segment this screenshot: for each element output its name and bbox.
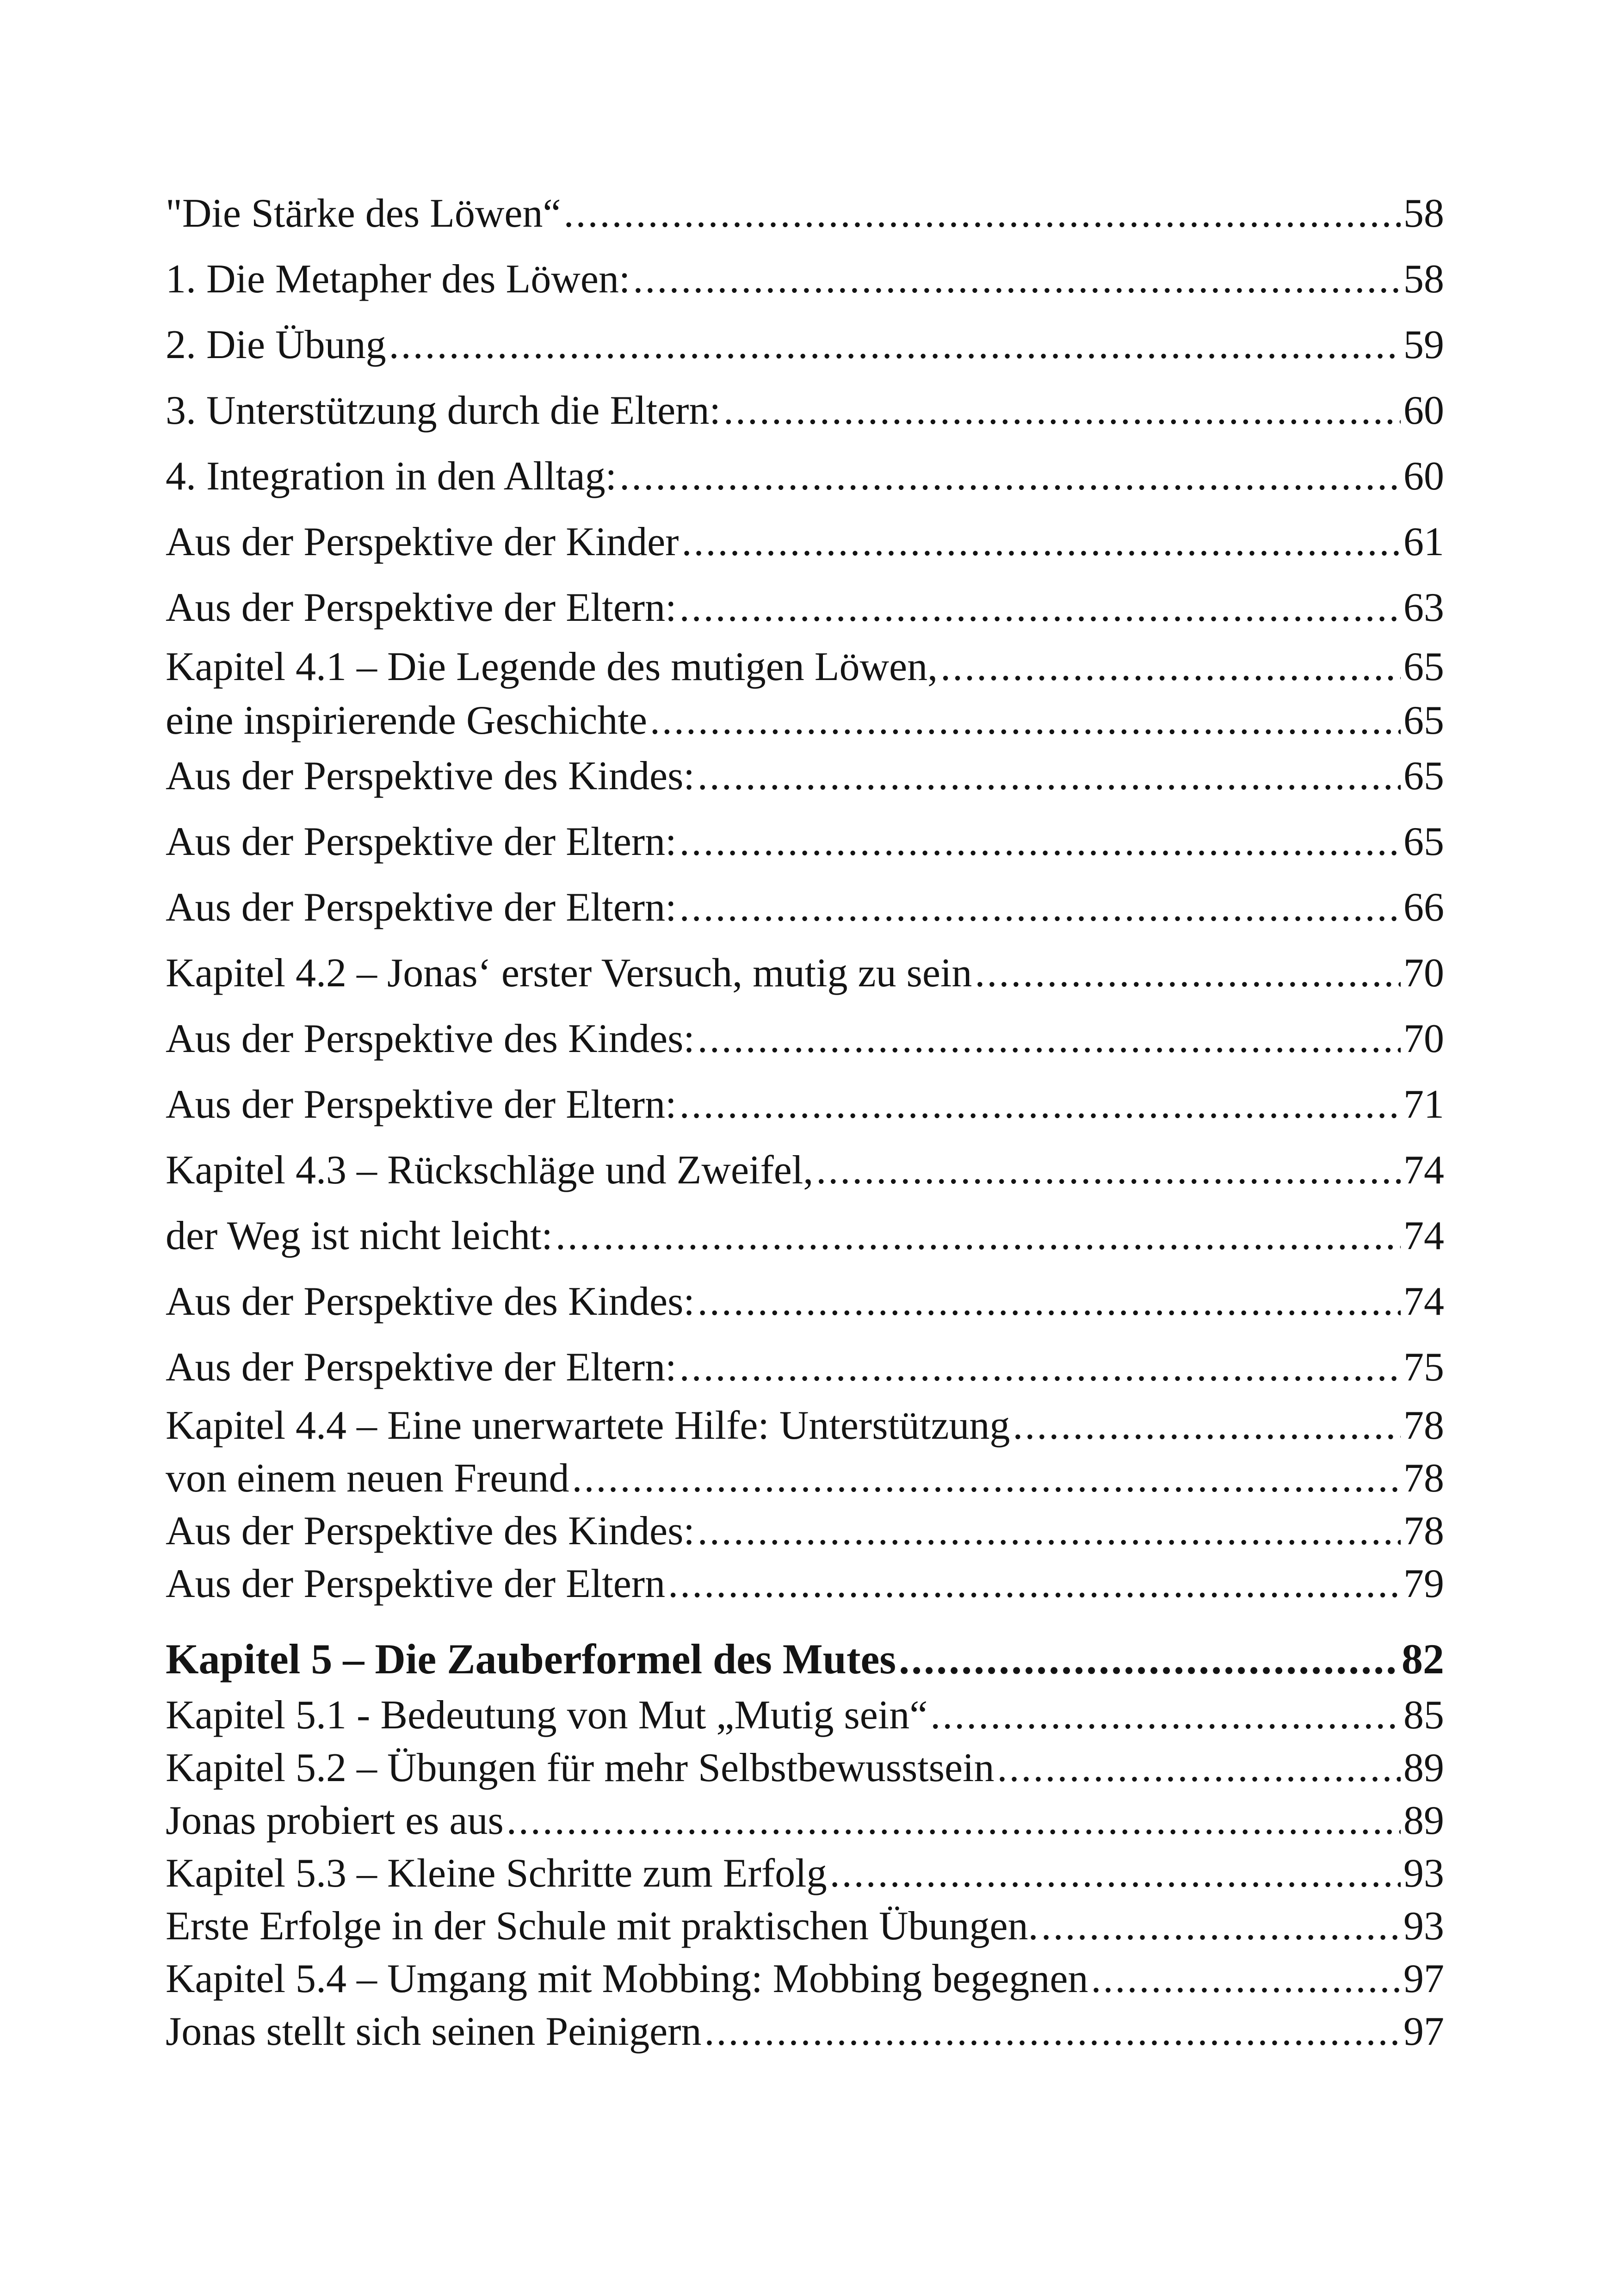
toc-entry-title: Erste Erfolge in der Schule mit praktischen Übungen. xyxy=(166,1904,1038,1949)
dot-leader xyxy=(564,193,1401,234)
toc-entry[interactable] xyxy=(166,1281,1444,1322)
toc-entry-page: 79 xyxy=(1403,1561,1444,1606)
toc-entry-page: 82 xyxy=(1402,1635,1444,1683)
toc-entry-page: 97 xyxy=(1403,1956,1444,2001)
dot-leader xyxy=(1013,1405,1401,1446)
dot-leader xyxy=(650,700,1401,741)
toc-entry-title: Aus der Perspektive der Eltern: xyxy=(166,1082,677,1127)
toc-entry-page: 60 xyxy=(1403,388,1444,433)
toc-entry-title: Jonas stellt sich seinen Peinigern xyxy=(166,2009,702,2054)
dot-leader xyxy=(940,647,1401,687)
toc-entry-page: 85 xyxy=(1403,1693,1444,1738)
dot-leader xyxy=(633,259,1401,300)
toc-entry[interactable] xyxy=(166,1853,1444,1894)
toc-entry-page: 78 xyxy=(1403,1456,1444,1501)
toc-entry[interactable] xyxy=(166,1695,1444,1736)
toc-entry-title: 3. Unterstützung durch die Eltern: xyxy=(166,388,721,433)
toc-entry[interactable] xyxy=(166,1561,1444,1606)
toc-entry-page: 89 xyxy=(1403,1798,1444,1843)
toc-entry[interactable] xyxy=(166,756,1444,797)
toc-entry[interactable] xyxy=(166,1347,1444,1388)
toc-entry-title: eine inspirierende Geschichte xyxy=(166,698,647,743)
toc-entry-page: 63 xyxy=(1403,585,1444,630)
toc-entry-page: 74 xyxy=(1403,1213,1444,1258)
toc-entry-title: "Die Stärke des Löwen“ xyxy=(166,191,561,236)
toc-entry-title: Kapitel 5 – Die Zauberformel des Mutes xyxy=(166,1635,896,1683)
toc-entry-page: 74 xyxy=(1403,1279,1444,1324)
dot-leader xyxy=(681,522,1401,563)
toc-entry[interactable] xyxy=(166,259,1444,300)
toc-entry-page: 97 xyxy=(1403,2009,1444,2054)
toc-entry-title: Kapitel 4.3 – Rückschläge und Zweifel, xyxy=(166,1148,814,1193)
toc-entry-page: 93 xyxy=(1403,1904,1444,1949)
dot-leader xyxy=(389,325,1401,365)
toc-entry-title: Kapitel 5.2 – Übungen für mehr Selbstbewusstsein xyxy=(166,1745,995,1790)
toc-entry-page: 61 xyxy=(1403,520,1444,564)
toc-entry[interactable] xyxy=(166,585,1444,630)
toc-entry-title: Kapitel 5.4 – Umgang mit Mobbing: Mobbing begegnen xyxy=(166,1956,1088,2001)
toc-entry-title: Aus der Perspektive des Kindes: xyxy=(166,1016,695,1061)
toc-entry-page: 58 xyxy=(1403,191,1444,236)
dot-leader xyxy=(556,1216,1401,1256)
toc-entry-page: 89 xyxy=(1403,1745,1444,1790)
dot-leader xyxy=(698,1511,1401,1552)
dot-leader xyxy=(704,2011,1401,2052)
toc-entry-title: Kapitel 5.1 - Bedeutung von Mut „Mutig sein“ xyxy=(166,1693,928,1738)
toc-entry[interactable] xyxy=(166,887,1444,928)
dot-leader xyxy=(1041,1906,1401,1947)
dot-leader xyxy=(680,588,1401,628)
toc-entry[interactable] xyxy=(166,1458,1444,1499)
toc-entry-title: Aus der Perspektive der Eltern: xyxy=(166,585,677,630)
toc-entry-title: Aus der Perspektive der Eltern: xyxy=(166,885,677,930)
toc-entry-page: 65 xyxy=(1403,819,1444,864)
dot-leader xyxy=(899,1638,1399,1680)
dot-leader xyxy=(997,1748,1401,1789)
dot-leader xyxy=(680,822,1401,862)
dot-leader xyxy=(572,1458,1401,1499)
toc-entry-title: Aus der Perspektive des Kindes: xyxy=(166,1279,695,1324)
toc-entry-title: 2. Die Übung xyxy=(166,322,386,367)
toc-entry[interactable] xyxy=(166,644,1444,689)
toc-entry-title: Aus der Perspektive der Eltern: xyxy=(166,819,677,864)
toc-entry-title: Aus der Perspektive der Eltern: xyxy=(166,1345,677,1390)
toc-chapter-heading[interactable] xyxy=(166,1635,1444,1683)
toc-entry-title: von einem neuen Freund xyxy=(166,1456,569,1501)
toc-entry-title: Kapitel 4.4 – Eine unerwartete Hilfe: Unterstützung xyxy=(166,1403,1010,1448)
toc-entry[interactable] xyxy=(166,322,1444,367)
dot-leader xyxy=(507,1801,1401,1841)
toc-entry[interactable] xyxy=(166,700,1444,741)
toc-entry[interactable] xyxy=(166,1084,1444,1125)
dot-leader xyxy=(698,756,1401,797)
dot-leader xyxy=(975,953,1401,994)
toc-entry-title: Kapitel 5.3 – Kleine Schritte zum Erfolg xyxy=(166,1851,827,1896)
toc-entry[interactable] xyxy=(166,456,1444,497)
dot-leader xyxy=(680,1084,1401,1125)
toc-entry-title: 4. Integration in den Alltag: xyxy=(166,454,617,499)
toc-entry[interactable] xyxy=(166,1150,1444,1191)
toc-entry[interactable] xyxy=(166,1213,1444,1258)
toc-entry-title: Aus der Perspektive der Kinder xyxy=(166,520,679,564)
dot-leader xyxy=(668,1564,1401,1604)
toc-entry-title: Aus der Perspektive der Eltern xyxy=(166,1561,666,1606)
dot-leader xyxy=(680,1347,1401,1388)
toc-entry[interactable] xyxy=(166,522,1444,563)
toc-entry[interactable] xyxy=(166,2011,1444,2052)
toc-entry-page: 65 xyxy=(1403,698,1444,743)
toc-entry-title: Jonas probiert es aus xyxy=(166,1798,504,1843)
toc-entry-page: 74 xyxy=(1403,1148,1444,1193)
dot-leader xyxy=(723,390,1401,431)
dot-leader xyxy=(619,456,1401,497)
toc-entry[interactable] xyxy=(166,1405,1444,1446)
toc-entry[interactable] xyxy=(166,1906,1444,1947)
toc-entry-page: 75 xyxy=(1403,1345,1444,1390)
dot-leader xyxy=(930,1695,1401,1736)
toc-entry[interactable] xyxy=(166,1956,1444,2001)
toc-entry-page: 78 xyxy=(1403,1509,1444,1553)
toc-entry-title: Kapitel 4.1 – Die Legende des mutigen Löwen, xyxy=(166,644,938,689)
toc-entry[interactable] xyxy=(166,1745,1444,1790)
dot-leader xyxy=(830,1853,1401,1894)
dot-leader xyxy=(816,1150,1401,1191)
toc-entry[interactable] xyxy=(166,1798,1444,1843)
toc-entry-title: Aus der Perspektive des Kindes: xyxy=(166,1509,695,1553)
toc-entry-title: 1. Die Metapher des Löwen: xyxy=(166,257,630,302)
toc-entry[interactable] xyxy=(166,193,1444,234)
toc-entry-page: 58 xyxy=(1403,257,1444,302)
toc-entry-page: 70 xyxy=(1403,951,1444,996)
toc-entry-page: 70 xyxy=(1403,1016,1444,1061)
dot-leader xyxy=(680,887,1401,928)
toc-entry-title: Kapitel 4.2 – Jonas‘ erster Versuch, mutig zu sein xyxy=(166,951,972,996)
dot-leader xyxy=(698,1281,1401,1322)
toc-entry-page: 93 xyxy=(1403,1851,1444,1896)
toc-entry-page: 65 xyxy=(1403,754,1444,798)
toc-entry[interactable] xyxy=(166,1511,1444,1552)
toc-entry-page: 71 xyxy=(1403,1082,1444,1127)
toc-entry[interactable] xyxy=(166,819,1444,864)
toc-entry-page: 65 xyxy=(1403,644,1444,689)
dot-leader xyxy=(698,1019,1401,1059)
toc-entry-page: 59 xyxy=(1403,322,1444,367)
dot-leader xyxy=(1091,1959,1401,1999)
toc-entry-page: 78 xyxy=(1403,1403,1444,1448)
toc-entry-page: 60 xyxy=(1403,454,1444,499)
toc-entry-title: der Weg ist nicht leicht: xyxy=(166,1213,553,1258)
toc-entry[interactable] xyxy=(166,390,1444,431)
toc-entry-page: 66 xyxy=(1403,885,1444,930)
toc-entry[interactable] xyxy=(166,953,1444,994)
toc-entry-title: Aus der Perspektive des Kindes: xyxy=(166,754,695,798)
toc-entry[interactable] xyxy=(166,1016,1444,1061)
